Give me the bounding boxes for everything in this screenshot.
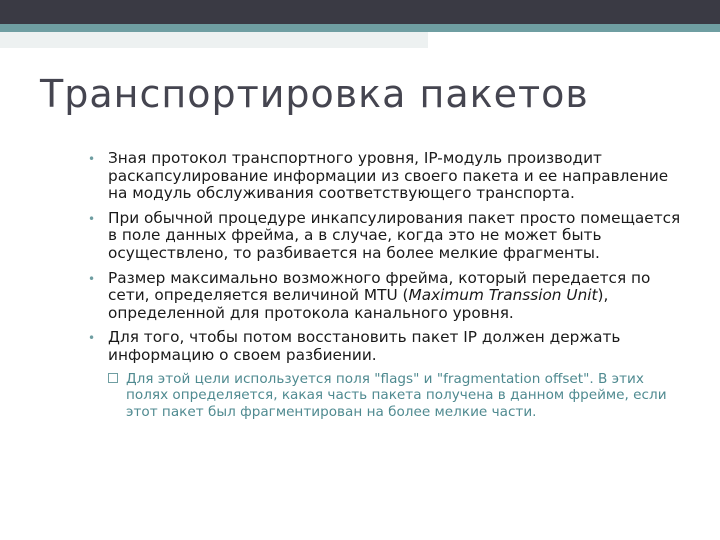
bullet-text: Для того, чтобы потом восстановить пакет IP должен держать информацию о своем разбиении. (108, 328, 621, 364)
bullet-text-emphasis: Maximum Transsion Unit (408, 286, 598, 305)
bullet-item (88, 150, 688, 203)
sub-bullet-item (108, 371, 688, 421)
top-dark-bar (0, 0, 720, 24)
bullet-text: Зная протокол транспортного уровня, IP-модуль производит раскапсулирование информации из своего пакета и ее направление на модуль обслуживания соответствующего транспорта. (108, 149, 669, 203)
square-bullet-icon (108, 373, 118, 383)
bullet-text-after: ), определенной для протокола канального уровня. (108, 286, 609, 322)
bullet-item (88, 270, 688, 323)
sub-bullet-list (108, 371, 688, 421)
bullet-list (88, 150, 688, 420)
top-accent-bar (0, 24, 720, 32)
bullet-item (88, 329, 688, 420)
bullet-dot-icon: • (88, 211, 96, 226)
sub-bullet-text: Для этой цели используется поля "flags" и "fragmentation offset". В этих полях определяется, какая часть пакета получена в данном фрейме, если этот пакет был фрагментирован на более мелкие части. (126, 370, 667, 420)
bullet-item (88, 210, 688, 263)
bullet-dot-icon: • (88, 152, 96, 166)
bullet-dot-icon: • (88, 331, 96, 346)
top-light-bar (0, 32, 428, 48)
bullet-dot-icon: • (88, 271, 96, 286)
bullet-text: При обычной процедуре инкапсулирования пакет просто помещается в поле данных фрейма, а в случае, когда это не может быть осуществлено, то разбивается на более мелкие фрагменты. (108, 208, 681, 262)
bullet-text-before: Размер максимально возможного фрейма, который передается по сети, определяется величиной MTU ( (108, 268, 651, 305)
slide-body (88, 150, 688, 427)
slide-title: Транспортировка пакетов (40, 72, 589, 116)
